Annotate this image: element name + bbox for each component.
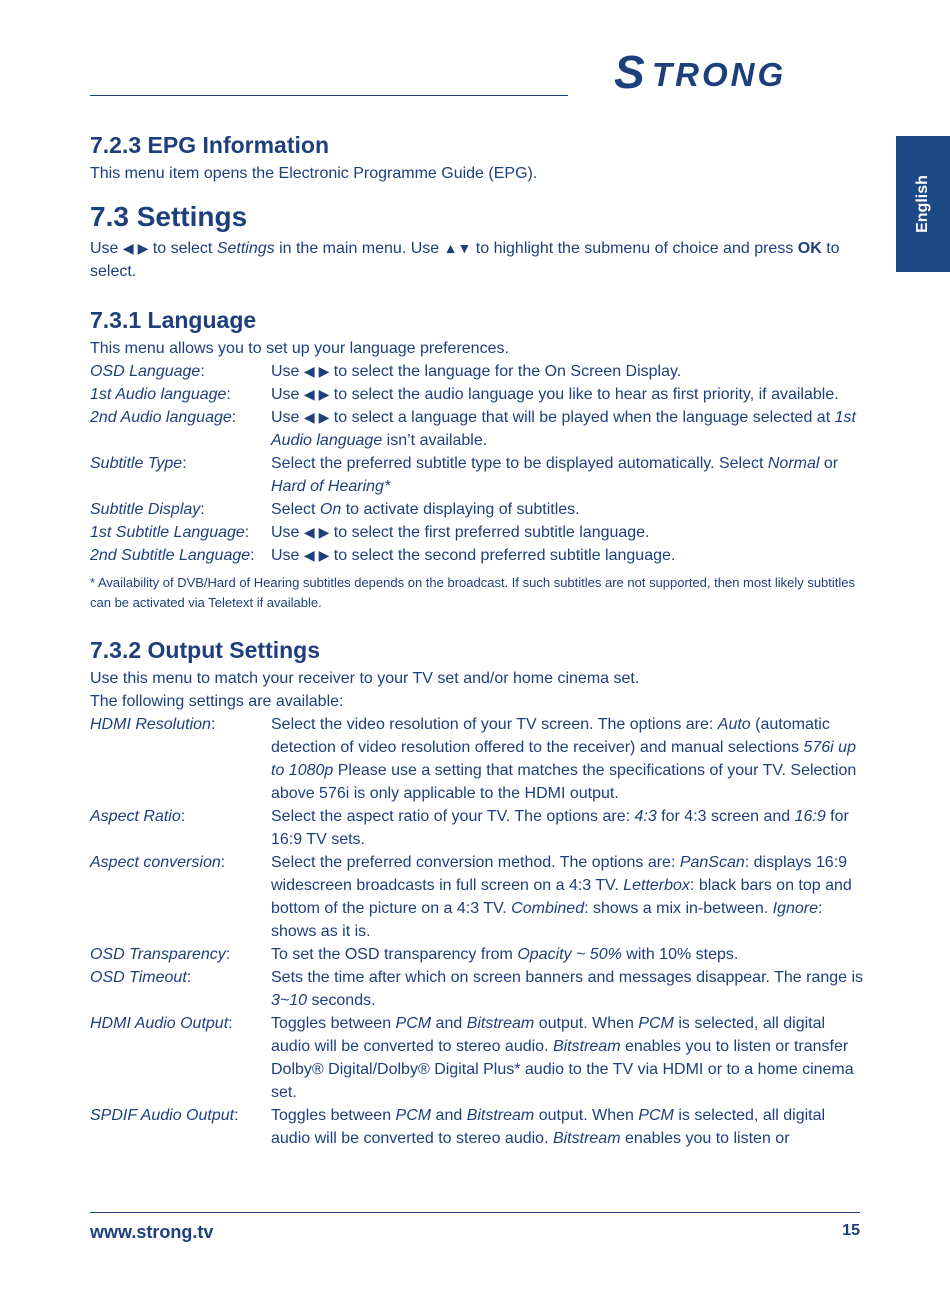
setting-row-1st-subtitle-language: 1st Subtitle Language: Use ◀ ▶ to select the first preferred subtitle language. bbox=[90, 524, 650, 541]
setting-row-2nd-subtitle-language: 2nd Subtitle Language: Use ◀ ▶ to select the second preferred subtitle language. bbox=[90, 547, 676, 564]
section-7-3-2-intro-1: Use this menu to match your receiver to your TV set and/or home cinema set. bbox=[90, 670, 640, 687]
language-side-tab-label: English bbox=[914, 175, 931, 233]
section-7-3-2-title: 7.3.2 Output Settings bbox=[90, 637, 321, 663]
section-7-3-1-title: 7.3.1 Language bbox=[90, 307, 257, 333]
strong-logo bbox=[612, 48, 862, 96]
up-down-arrows-icon: ▲▼ bbox=[443, 240, 472, 256]
setting-row-hdmi-resolution: HDMI Resolution: Select the video resolution of your TV screen. The options are: Auto (automatic detection of video resolution offered to the receiver) and manual selections 576i up to 1080p Please use a setting that matches the specifications of your TV. Selection above 576i is only applicable to the HDMI output. bbox=[90, 716, 857, 802]
svg-text:S: S bbox=[614, 48, 645, 96]
setting-row-spdif-audio-output: SPDIF Audio Output: Toggles between PCM and Bitstream output. When PCM is selected, all digital audio will be converted to stereo audio. Bitstream enables you to listen or bbox=[90, 1107, 826, 1147]
setting-row-subtitle-type: Subtitle Type: Select the preferred subtitle type to be displayed automatically. Select Normal or Hard of Hearing* bbox=[90, 455, 839, 495]
section-7-3-1-intro: This menu allows you to set up your language preferences. bbox=[90, 340, 509, 357]
setting-row-2nd-audio-language: 2nd Audio language: Use ◀ ▶ to select a language that will be played when the language selected at 1st Audio language isn’t available. bbox=[90, 409, 856, 449]
language-side-tab[interactable] bbox=[896, 136, 950, 272]
left-right-arrows-icon: ◀ ▶ bbox=[303, 409, 330, 425]
left-right-arrows-icon: ◀ ▶ bbox=[303, 363, 330, 379]
setting-row-1st-audio-language: 1st Audio language: Use ◀ ▶ to select the audio language you like to hear as first priority, if available. bbox=[90, 386, 839, 403]
section-7-3-title: 7.3 Settings bbox=[90, 201, 248, 232]
setting-row-osd-timeout: OSD Timeout: Sets the time after which on screen banners and messages disappear. The range is 3~10 seconds. bbox=[90, 969, 864, 1009]
section-7-2-3-body: This menu item opens the Electronic Programme Guide (EPG). bbox=[90, 165, 538, 182]
setting-row-aspect-conversion: Aspect conversion: Select the preferred conversion method. The options are: PanScan: displays 16:9 widescreen broadcasts in full screen on a 4:3 TV. Letterbox: black bars on top and bottom of the picture on a 4:3 TV. Combined: shows a mix in-between. Ignore: shows as it is. bbox=[90, 854, 852, 940]
setting-row-hdmi-audio-output: HDMI Audio Output: Toggles between PCM and Bitstream output. When PCM is selected, all digital audio will be converted to stereo audio. Bitstream enables you to listen or transfer Dolby® Digital/Dolby® Digital Plus* audio to the TV via HDMI or to a home cinema set. bbox=[90, 1015, 854, 1101]
footer-rule bbox=[90, 1212, 860, 1213]
left-right-arrows-icon: ◀ ▶ bbox=[303, 524, 330, 540]
setting-row-osd-language: OSD Language: Use ◀ ▶ to select the language for the On Screen Display. bbox=[90, 363, 682, 380]
setting-row-osd-transparency: OSD Transparency: To set the OSD transparency from Opacity ~ 50% with 10% steps. bbox=[90, 946, 739, 963]
section-7-3-body: Use ◀ ▶ to select Settings in the main menu. Use ▲▼ to highlight the submenu of choice and press OK to select. bbox=[90, 240, 840, 280]
left-right-arrows-icon: ◀ ▶ bbox=[303, 386, 330, 402]
page-number: 15 bbox=[842, 1222, 860, 1239]
setting-row-subtitle-display: Subtitle Display: Select On to activate displaying of subtitles. bbox=[90, 501, 580, 518]
header-rule bbox=[90, 95, 568, 96]
svg-text:TRONG: TRONG bbox=[652, 56, 787, 93]
footer-website-link[interactable]: www.strong.tv bbox=[90, 1222, 214, 1242]
section-7-3-2-intro-2: The following settings are available: bbox=[90, 693, 344, 710]
setting-row-aspect-ratio: Aspect Ratio: Select the aspect ratio of your TV. The options are: 4:3 for 4:3 screen and 16:9 for 16:9 TV sets. bbox=[90, 808, 849, 848]
subtitle-footnote: * Availability of DVB/Hard of Hearing subtitles depends on the broadcast. If such subtitles are not supported, then most likely subtitles can be activated via Teletext if available. bbox=[90, 575, 856, 610]
left-right-arrows-icon: ◀ ▶ bbox=[122, 240, 149, 256]
left-right-arrows-icon: ◀ ▶ bbox=[303, 547, 330, 563]
page-content bbox=[90, 128, 865, 1150]
section-7-2-3-title: 7.2.3 EPG Information bbox=[90, 132, 329, 158]
